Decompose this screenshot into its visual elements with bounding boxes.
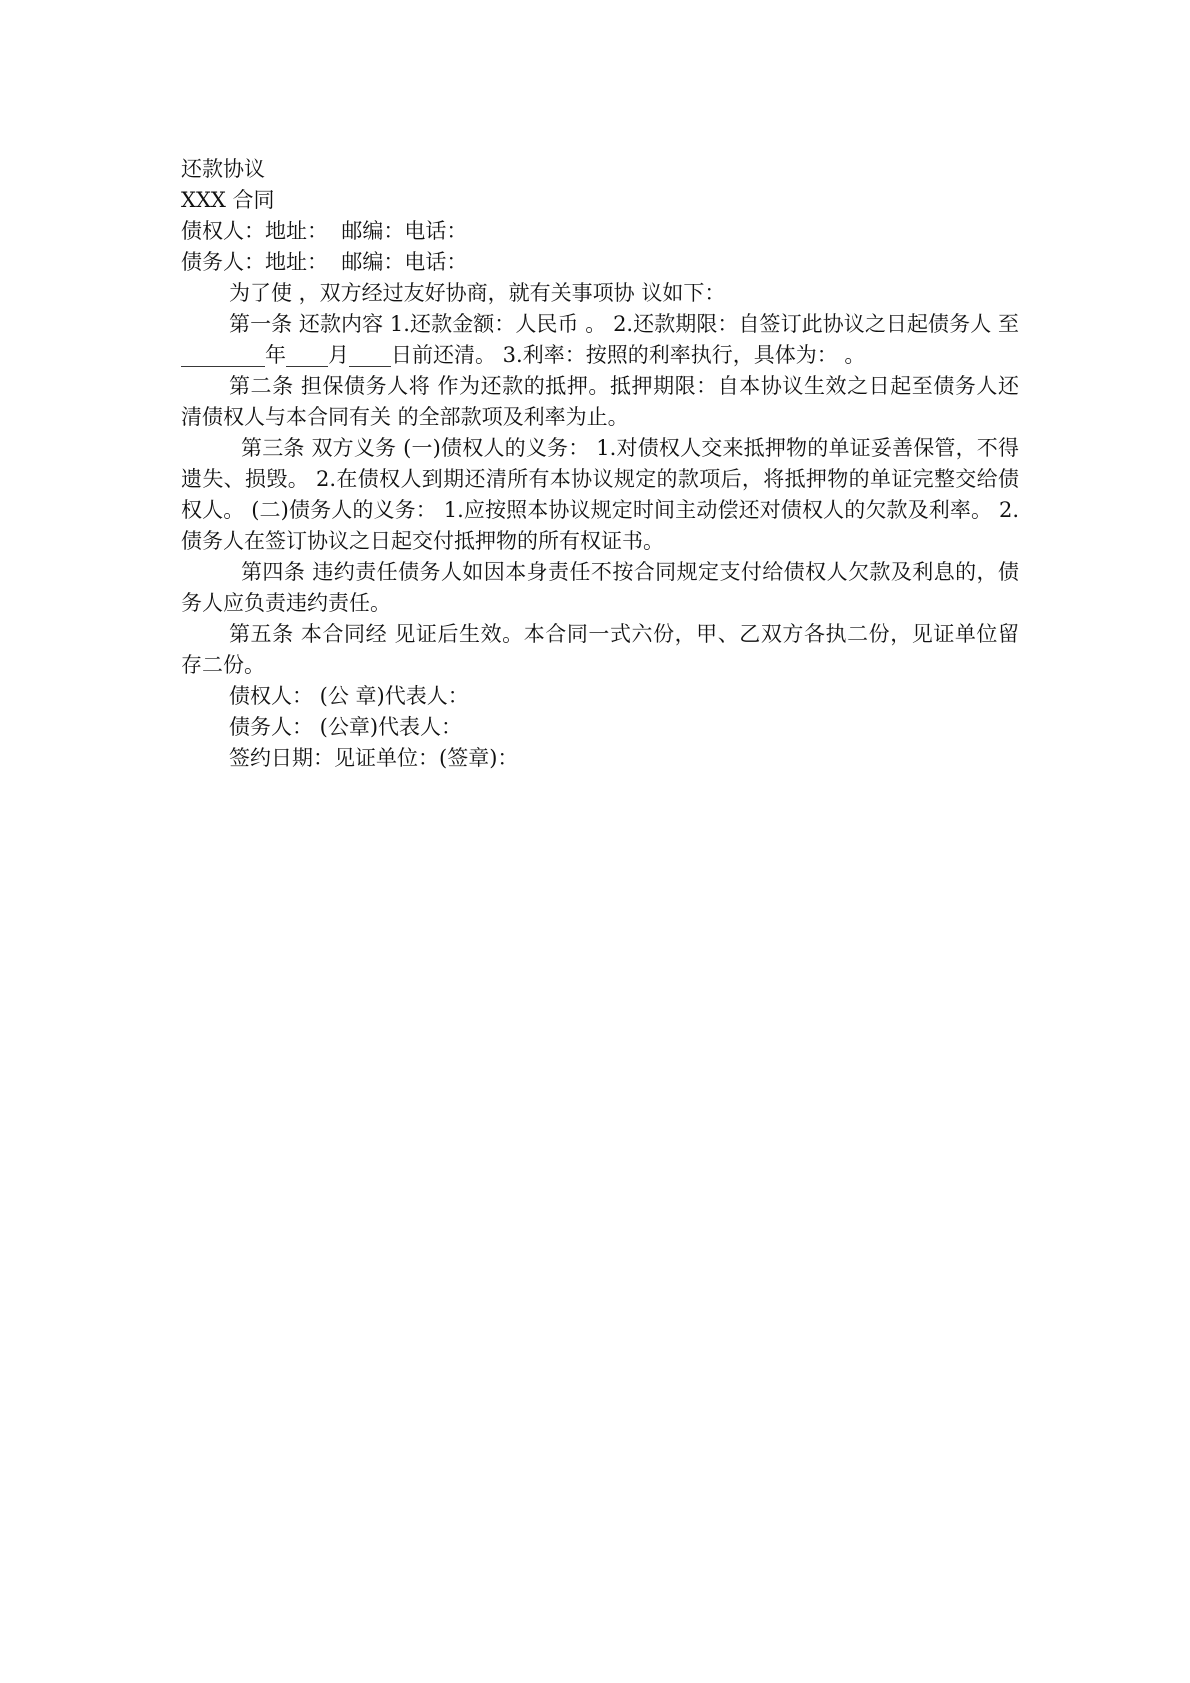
debtor-header: 债务人：地址： 邮编：电话： xyxy=(181,250,468,274)
article-5: 第五条 本合同经 见证后生效。本合同一式六份，甲、乙双方各执二份，见证单位留存二份。 xyxy=(181,622,1019,677)
contract-body xyxy=(181,154,1019,774)
article-4: 第四条 违约责任债务人如因本身责任不按合同规定支付给债权人欠款及利息的，债务人应负责违约责任。 xyxy=(181,560,1019,615)
intro-paragraph: 为了使 ，双方经过友好协商，就有关事项协 议如下： xyxy=(229,281,726,305)
document-subtitle: XXX 合同 xyxy=(181,188,275,212)
signature-date: 签约日期：见证单位：(签章)： xyxy=(229,746,519,770)
signature-creditor: 债权人： (公 章)代表人： xyxy=(229,684,469,708)
document-title: 还款协议 xyxy=(181,157,265,181)
creditor-header: 债权人：地址： 邮编：电话： xyxy=(181,219,468,243)
article-2: 第二条 担保债务人将 作为还款的抵押。抵押期限：自本协议生效之日起至债务人还清债权人与本合同有关 的全部款项及利率为止。 xyxy=(181,374,1019,429)
signature-debtor: 债务人： (公章)代表人： xyxy=(229,715,463,739)
article-3: 第三条 双方义务 (一)债权人的义务： 1.对债权人交来抵押物的单证妥善保管，不得遗失、损毁。 2.在债权人到期还清所有本协议规定的款项后，将抵押物的单证完整交给债权人。 (二)债务人的义务： 1.应按照本协议规定时间主动偿还对债权人的欠款及利率。 2.债务人在签订协议之日起交付抵押物的所有权证书。 xyxy=(181,436,1019,553)
article-1: 第一条 还款内容 1.还款金额：人民币 。 2.还款期限：自签订此协议之日起债务人 至________年____月____日前还清。 3.利率：按照的利率执行，具体为： 。 xyxy=(181,312,1019,367)
